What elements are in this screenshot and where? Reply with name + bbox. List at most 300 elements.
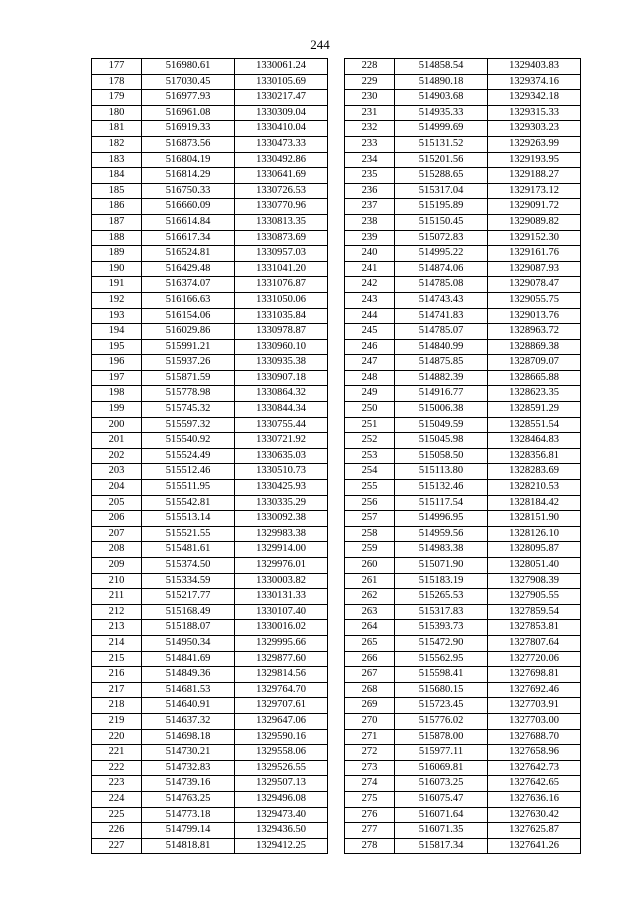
y-coordinate-cell: 1328709.07 [488, 355, 581, 371]
point-number-cell: 213 [92, 620, 142, 636]
x-coordinate-cell: 515871.59 [142, 370, 235, 386]
point-number-cell: 234 [345, 152, 395, 168]
y-coordinate-cell: 1330105.69 [235, 74, 328, 90]
point-number-cell: 200 [92, 417, 142, 433]
point-number-cell: 266 [345, 651, 395, 667]
table-row [345, 620, 581, 636]
y-coordinate-cell: 1330092.38 [235, 511, 328, 527]
point-number-cell: 228 [345, 59, 395, 75]
point-number-cell: 208 [92, 542, 142, 558]
table-row [345, 214, 581, 230]
table-row [345, 760, 581, 776]
x-coordinate-cell: 516873.56 [142, 136, 235, 152]
y-coordinate-cell: 1329089.82 [488, 214, 581, 230]
x-coordinate-cell: 514799.14 [142, 823, 235, 839]
x-coordinate-cell: 515317.04 [395, 183, 488, 199]
table-row [345, 246, 581, 262]
y-coordinate-cell: 1330957.03 [235, 246, 328, 262]
x-coordinate-cell: 516073.25 [395, 776, 488, 792]
point-number-cell: 197 [92, 370, 142, 386]
y-coordinate-cell: 1329055.75 [488, 292, 581, 308]
table-row [92, 339, 328, 355]
point-number-cell: 259 [345, 542, 395, 558]
y-coordinate-cell: 1330510.73 [235, 464, 328, 480]
y-coordinate-cell: 1330217.47 [235, 90, 328, 106]
y-coordinate-cell: 1330755.44 [235, 417, 328, 433]
point-number-cell: 203 [92, 464, 142, 480]
y-coordinate-cell: 1330844.34 [235, 402, 328, 418]
y-coordinate-cell: 1329914.00 [235, 542, 328, 558]
table-row [92, 402, 328, 418]
point-number-cell: 191 [92, 277, 142, 293]
table-row [92, 324, 328, 340]
table-row [92, 246, 328, 262]
y-coordinate-cell: 1330864.32 [235, 386, 328, 402]
y-coordinate-cell: 1330425.93 [235, 480, 328, 496]
point-number-cell: 249 [345, 386, 395, 402]
y-coordinate-cell: 1327642.65 [488, 776, 581, 792]
table-row [345, 495, 581, 511]
table-row [92, 292, 328, 308]
x-coordinate-cell: 516154.06 [142, 308, 235, 324]
x-coordinate-cell: 515113.80 [395, 464, 488, 480]
table-row [345, 667, 581, 683]
y-coordinate-cell: 1330131.33 [235, 589, 328, 605]
x-coordinate-cell: 514741.83 [395, 308, 488, 324]
y-coordinate-cell: 1330770.96 [235, 199, 328, 215]
x-coordinate-cell: 515006.38 [395, 402, 488, 418]
x-coordinate-cell: 516071.35 [395, 823, 488, 839]
y-coordinate-cell: 1329995.66 [235, 635, 328, 651]
x-coordinate-cell: 514959.56 [395, 526, 488, 542]
point-number-cell: 268 [345, 682, 395, 698]
y-coordinate-cell: 1327642.73 [488, 760, 581, 776]
y-coordinate-cell: 1330410.04 [235, 121, 328, 137]
x-coordinate-cell: 516980.61 [142, 59, 235, 75]
y-coordinate-cell: 1329161.76 [488, 246, 581, 262]
x-coordinate-cell: 515562.95 [395, 651, 488, 667]
x-coordinate-cell: 514874.06 [395, 261, 488, 277]
point-number-cell: 206 [92, 511, 142, 527]
point-number-cell: 252 [345, 433, 395, 449]
table-row [92, 713, 328, 729]
table-row [92, 214, 328, 230]
point-number-cell: 237 [345, 199, 395, 215]
table-row [92, 791, 328, 807]
coordinates-table-left [91, 58, 328, 854]
table-row [92, 589, 328, 605]
point-number-cell: 187 [92, 214, 142, 230]
point-number-cell: 225 [92, 807, 142, 823]
x-coordinate-cell: 515778.98 [142, 386, 235, 402]
x-coordinate-cell: 516614.84 [142, 214, 235, 230]
point-number-cell: 260 [345, 558, 395, 574]
point-number-cell: 214 [92, 635, 142, 651]
table-row [345, 386, 581, 402]
point-number-cell: 210 [92, 573, 142, 589]
point-number-cell: 278 [345, 838, 395, 854]
point-number-cell: 272 [345, 745, 395, 761]
y-coordinate-cell: 1328095.87 [488, 542, 581, 558]
y-coordinate-cell: 1327636.16 [488, 791, 581, 807]
point-number-cell: 202 [92, 448, 142, 464]
y-coordinate-cell: 1329188.27 [488, 168, 581, 184]
table-row [92, 511, 328, 527]
table-row [345, 417, 581, 433]
table-row [345, 370, 581, 386]
x-coordinate-cell: 514935.33 [395, 105, 488, 121]
table-row [92, 370, 328, 386]
table-row [345, 277, 581, 293]
table-row [92, 807, 328, 823]
y-coordinate-cell: 1327630.42 [488, 807, 581, 823]
table-row [345, 558, 581, 574]
y-coordinate-cell: 1327625.87 [488, 823, 581, 839]
point-number-cell: 258 [345, 526, 395, 542]
table-row [345, 168, 581, 184]
point-number-cell: 183 [92, 152, 142, 168]
y-coordinate-cell: 1329173.12 [488, 183, 581, 199]
table-row [92, 838, 328, 854]
table-row [92, 620, 328, 636]
table-row [345, 59, 581, 75]
y-coordinate-cell: 1327807.64 [488, 635, 581, 651]
x-coordinate-cell: 514840.99 [395, 339, 488, 355]
x-coordinate-cell: 514732.83 [142, 760, 235, 776]
point-number-cell: 269 [345, 698, 395, 714]
table-row [92, 823, 328, 839]
table-row [92, 277, 328, 293]
point-number-cell: 194 [92, 324, 142, 340]
x-coordinate-cell: 515776.02 [395, 713, 488, 729]
x-coordinate-cell: 514637.32 [142, 713, 235, 729]
point-number-cell: 188 [92, 230, 142, 246]
point-number-cell: 254 [345, 464, 395, 480]
x-coordinate-cell: 516166.63 [142, 292, 235, 308]
x-coordinate-cell: 514875.85 [395, 355, 488, 371]
x-coordinate-cell: 515472.90 [395, 635, 488, 651]
table-row [345, 729, 581, 745]
y-coordinate-cell: 1329152.30 [488, 230, 581, 246]
x-coordinate-cell: 515540.92 [142, 433, 235, 449]
y-coordinate-cell: 1329877.60 [235, 651, 328, 667]
x-coordinate-cell: 514773.18 [142, 807, 235, 823]
table-row [345, 526, 581, 542]
y-coordinate-cell: 1330003.82 [235, 573, 328, 589]
point-number-cell: 231 [345, 105, 395, 121]
y-coordinate-cell: 1328051.40 [488, 558, 581, 574]
table-row [92, 168, 328, 184]
table-row [345, 838, 581, 854]
point-number-cell: 198 [92, 386, 142, 402]
x-coordinate-cell: 515201.56 [395, 152, 488, 168]
table-row [345, 433, 581, 449]
x-coordinate-cell: 515512.46 [142, 464, 235, 480]
point-number-cell: 207 [92, 526, 142, 542]
point-number-cell: 233 [345, 136, 395, 152]
point-number-cell: 262 [345, 589, 395, 605]
table-row [345, 261, 581, 277]
x-coordinate-cell: 515937.26 [142, 355, 235, 371]
point-number-cell: 271 [345, 729, 395, 745]
y-coordinate-cell: 1330635.03 [235, 448, 328, 464]
point-number-cell: 275 [345, 791, 395, 807]
table-row [92, 776, 328, 792]
y-coordinate-cell: 1329647.06 [235, 713, 328, 729]
x-coordinate-cell: 515513.14 [142, 511, 235, 527]
x-coordinate-cell: 515878.00 [395, 729, 488, 745]
y-coordinate-cell: 1327853.81 [488, 620, 581, 636]
table-row [345, 635, 581, 651]
y-coordinate-cell: 1329087.93 [488, 261, 581, 277]
table-row [345, 105, 581, 121]
table-row [92, 121, 328, 137]
x-coordinate-cell: 515072.83 [395, 230, 488, 246]
table-row [345, 651, 581, 667]
y-coordinate-cell: 1328184.42 [488, 495, 581, 511]
table-row [345, 355, 581, 371]
point-number-cell: 185 [92, 183, 142, 199]
y-coordinate-cell: 1327703.91 [488, 698, 581, 714]
table-row [345, 183, 581, 199]
table-row [92, 230, 328, 246]
x-coordinate-cell: 515542.81 [142, 495, 235, 511]
point-number-cell: 264 [345, 620, 395, 636]
point-number-cell: 248 [345, 370, 395, 386]
x-coordinate-cell: 515374.50 [142, 558, 235, 574]
x-coordinate-cell: 515049.59 [395, 417, 488, 433]
table-row [92, 651, 328, 667]
x-coordinate-cell: 514785.08 [395, 277, 488, 293]
y-coordinate-cell: 1329983.38 [235, 526, 328, 542]
y-coordinate-cell: 1328869.38 [488, 339, 581, 355]
table-row [92, 526, 328, 542]
point-number-cell: 181 [92, 121, 142, 137]
y-coordinate-cell: 1331076.87 [235, 277, 328, 293]
table-row [92, 464, 328, 480]
x-coordinate-cell: 515745.32 [142, 402, 235, 418]
table-row [345, 448, 581, 464]
table-row [345, 121, 581, 137]
point-number-cell: 211 [92, 589, 142, 605]
table-row [345, 230, 581, 246]
point-number-cell: 219 [92, 713, 142, 729]
point-number-cell: 195 [92, 339, 142, 355]
y-coordinate-cell: 1327905.55 [488, 589, 581, 605]
point-number-cell: 232 [345, 121, 395, 137]
y-coordinate-cell: 1329473.40 [235, 807, 328, 823]
point-number-cell: 179 [92, 90, 142, 106]
table-row [92, 604, 328, 620]
point-number-cell: 229 [345, 74, 395, 90]
point-number-cell: 212 [92, 604, 142, 620]
x-coordinate-cell: 514818.81 [142, 838, 235, 854]
y-coordinate-cell: 1329091.72 [488, 199, 581, 215]
x-coordinate-cell: 516069.81 [395, 760, 488, 776]
table-row [345, 292, 581, 308]
table-row [92, 308, 328, 324]
x-coordinate-cell: 515481.61 [142, 542, 235, 558]
table-body-right [345, 59, 581, 854]
point-number-cell: 244 [345, 308, 395, 324]
table-row [92, 698, 328, 714]
y-coordinate-cell: 1329496.08 [235, 791, 328, 807]
x-coordinate-cell: 516814.29 [142, 168, 235, 184]
x-coordinate-cell: 514698.18 [142, 729, 235, 745]
x-coordinate-cell: 514743.43 [395, 292, 488, 308]
table-row [345, 776, 581, 792]
y-coordinate-cell: 1327698.81 [488, 667, 581, 683]
y-coordinate-cell: 1327703.00 [488, 713, 581, 729]
table-row [92, 90, 328, 106]
y-coordinate-cell: 1328464.83 [488, 433, 581, 449]
point-number-cell: 178 [92, 74, 142, 90]
table-row [92, 729, 328, 745]
point-number-cell: 184 [92, 168, 142, 184]
point-number-cell: 201 [92, 433, 142, 449]
x-coordinate-cell: 516071.64 [395, 807, 488, 823]
table-row [92, 74, 328, 90]
x-coordinate-cell: 515393.73 [395, 620, 488, 636]
point-number-cell: 217 [92, 682, 142, 698]
table-row [92, 667, 328, 683]
table-row [345, 682, 581, 698]
y-coordinate-cell: 1327658.96 [488, 745, 581, 761]
y-coordinate-cell: 1328151.90 [488, 511, 581, 527]
y-coordinate-cell: 1329315.33 [488, 105, 581, 121]
table-row [92, 760, 328, 776]
x-coordinate-cell: 514849.36 [142, 667, 235, 683]
table-row [345, 339, 581, 355]
x-coordinate-cell: 515150.45 [395, 214, 488, 230]
table-row [345, 791, 581, 807]
point-number-cell: 277 [345, 823, 395, 839]
x-coordinate-cell: 515217.77 [142, 589, 235, 605]
table-row [345, 698, 581, 714]
table-row [345, 402, 581, 418]
x-coordinate-cell: 515977.11 [395, 745, 488, 761]
y-coordinate-cell: 1330813.35 [235, 214, 328, 230]
point-number-cell: 276 [345, 807, 395, 823]
table-row [92, 105, 328, 121]
table-row [92, 136, 328, 152]
point-number-cell: 250 [345, 402, 395, 418]
table-row [345, 823, 581, 839]
y-coordinate-cell: 1328126.10 [488, 526, 581, 542]
table-row [345, 308, 581, 324]
point-number-cell: 239 [345, 230, 395, 246]
table-row [92, 745, 328, 761]
table-row [345, 199, 581, 215]
point-number-cell: 274 [345, 776, 395, 792]
y-coordinate-cell: 1329303.23 [488, 121, 581, 137]
table-row [92, 183, 328, 199]
table-row [345, 464, 581, 480]
x-coordinate-cell: 514763.25 [142, 791, 235, 807]
point-number-cell: 180 [92, 105, 142, 121]
point-number-cell: 186 [92, 199, 142, 215]
y-coordinate-cell: 1330061.24 [235, 59, 328, 75]
point-number-cell: 182 [92, 136, 142, 152]
point-number-cell: 190 [92, 261, 142, 277]
table-row [345, 807, 581, 823]
table-row [345, 745, 581, 761]
table-body-left [92, 59, 328, 854]
y-coordinate-cell: 1330726.53 [235, 183, 328, 199]
y-coordinate-cell: 1330335.29 [235, 495, 328, 511]
table-row [92, 199, 328, 215]
x-coordinate-cell: 516804.19 [142, 152, 235, 168]
x-coordinate-cell: 516075.47 [395, 791, 488, 807]
point-number-cell: 216 [92, 667, 142, 683]
y-coordinate-cell: 1329590.16 [235, 729, 328, 745]
y-coordinate-cell: 1328283.69 [488, 464, 581, 480]
table-row [92, 682, 328, 698]
point-number-cell: 242 [345, 277, 395, 293]
table-row [345, 152, 581, 168]
table-row [345, 713, 581, 729]
x-coordinate-cell: 514785.07 [395, 324, 488, 340]
y-coordinate-cell: 1328591.29 [488, 402, 581, 418]
point-number-cell: 220 [92, 729, 142, 745]
point-number-cell: 236 [345, 183, 395, 199]
x-coordinate-cell: 514950.34 [142, 635, 235, 651]
table-row [92, 495, 328, 511]
y-coordinate-cell: 1329764.70 [235, 682, 328, 698]
point-number-cell: 226 [92, 823, 142, 839]
point-number-cell: 243 [345, 292, 395, 308]
x-coordinate-cell: 515117.54 [395, 495, 488, 511]
table-row [345, 511, 581, 527]
point-number-cell: 241 [345, 261, 395, 277]
point-number-cell: 251 [345, 417, 395, 433]
x-coordinate-cell: 515524.49 [142, 448, 235, 464]
x-coordinate-cell: 515132.46 [395, 480, 488, 496]
x-coordinate-cell: 515680.15 [395, 682, 488, 698]
x-coordinate-cell: 514995.22 [395, 246, 488, 262]
y-coordinate-cell: 1329078.47 [488, 277, 581, 293]
coordinates-table-right [344, 58, 581, 854]
table-row [92, 417, 328, 433]
table-row [345, 573, 581, 589]
x-coordinate-cell: 516961.08 [142, 105, 235, 121]
y-coordinate-cell: 1329558.06 [235, 745, 328, 761]
y-coordinate-cell: 1327641.26 [488, 838, 581, 854]
x-coordinate-cell: 516029.86 [142, 324, 235, 340]
y-coordinate-cell: 1331041.20 [235, 261, 328, 277]
point-number-cell: 205 [92, 495, 142, 511]
y-coordinate-cell: 1327692.46 [488, 682, 581, 698]
point-number-cell: 218 [92, 698, 142, 714]
point-number-cell: 230 [345, 90, 395, 106]
x-coordinate-cell: 515991.21 [142, 339, 235, 355]
table-row [92, 355, 328, 371]
x-coordinate-cell: 516977.93 [142, 90, 235, 106]
x-coordinate-cell: 514681.53 [142, 682, 235, 698]
point-number-cell: 261 [345, 573, 395, 589]
point-number-cell: 177 [92, 59, 142, 75]
point-number-cell: 199 [92, 402, 142, 418]
y-coordinate-cell: 1330107.40 [235, 604, 328, 620]
x-coordinate-cell: 515817.34 [395, 838, 488, 854]
y-coordinate-cell: 1330960.10 [235, 339, 328, 355]
x-coordinate-cell: 514983.38 [395, 542, 488, 558]
y-coordinate-cell: 1330873.69 [235, 230, 328, 246]
x-coordinate-cell: 517030.45 [142, 74, 235, 90]
point-number-cell: 255 [345, 480, 395, 496]
table-row [92, 558, 328, 574]
y-coordinate-cell: 1327688.70 [488, 729, 581, 745]
